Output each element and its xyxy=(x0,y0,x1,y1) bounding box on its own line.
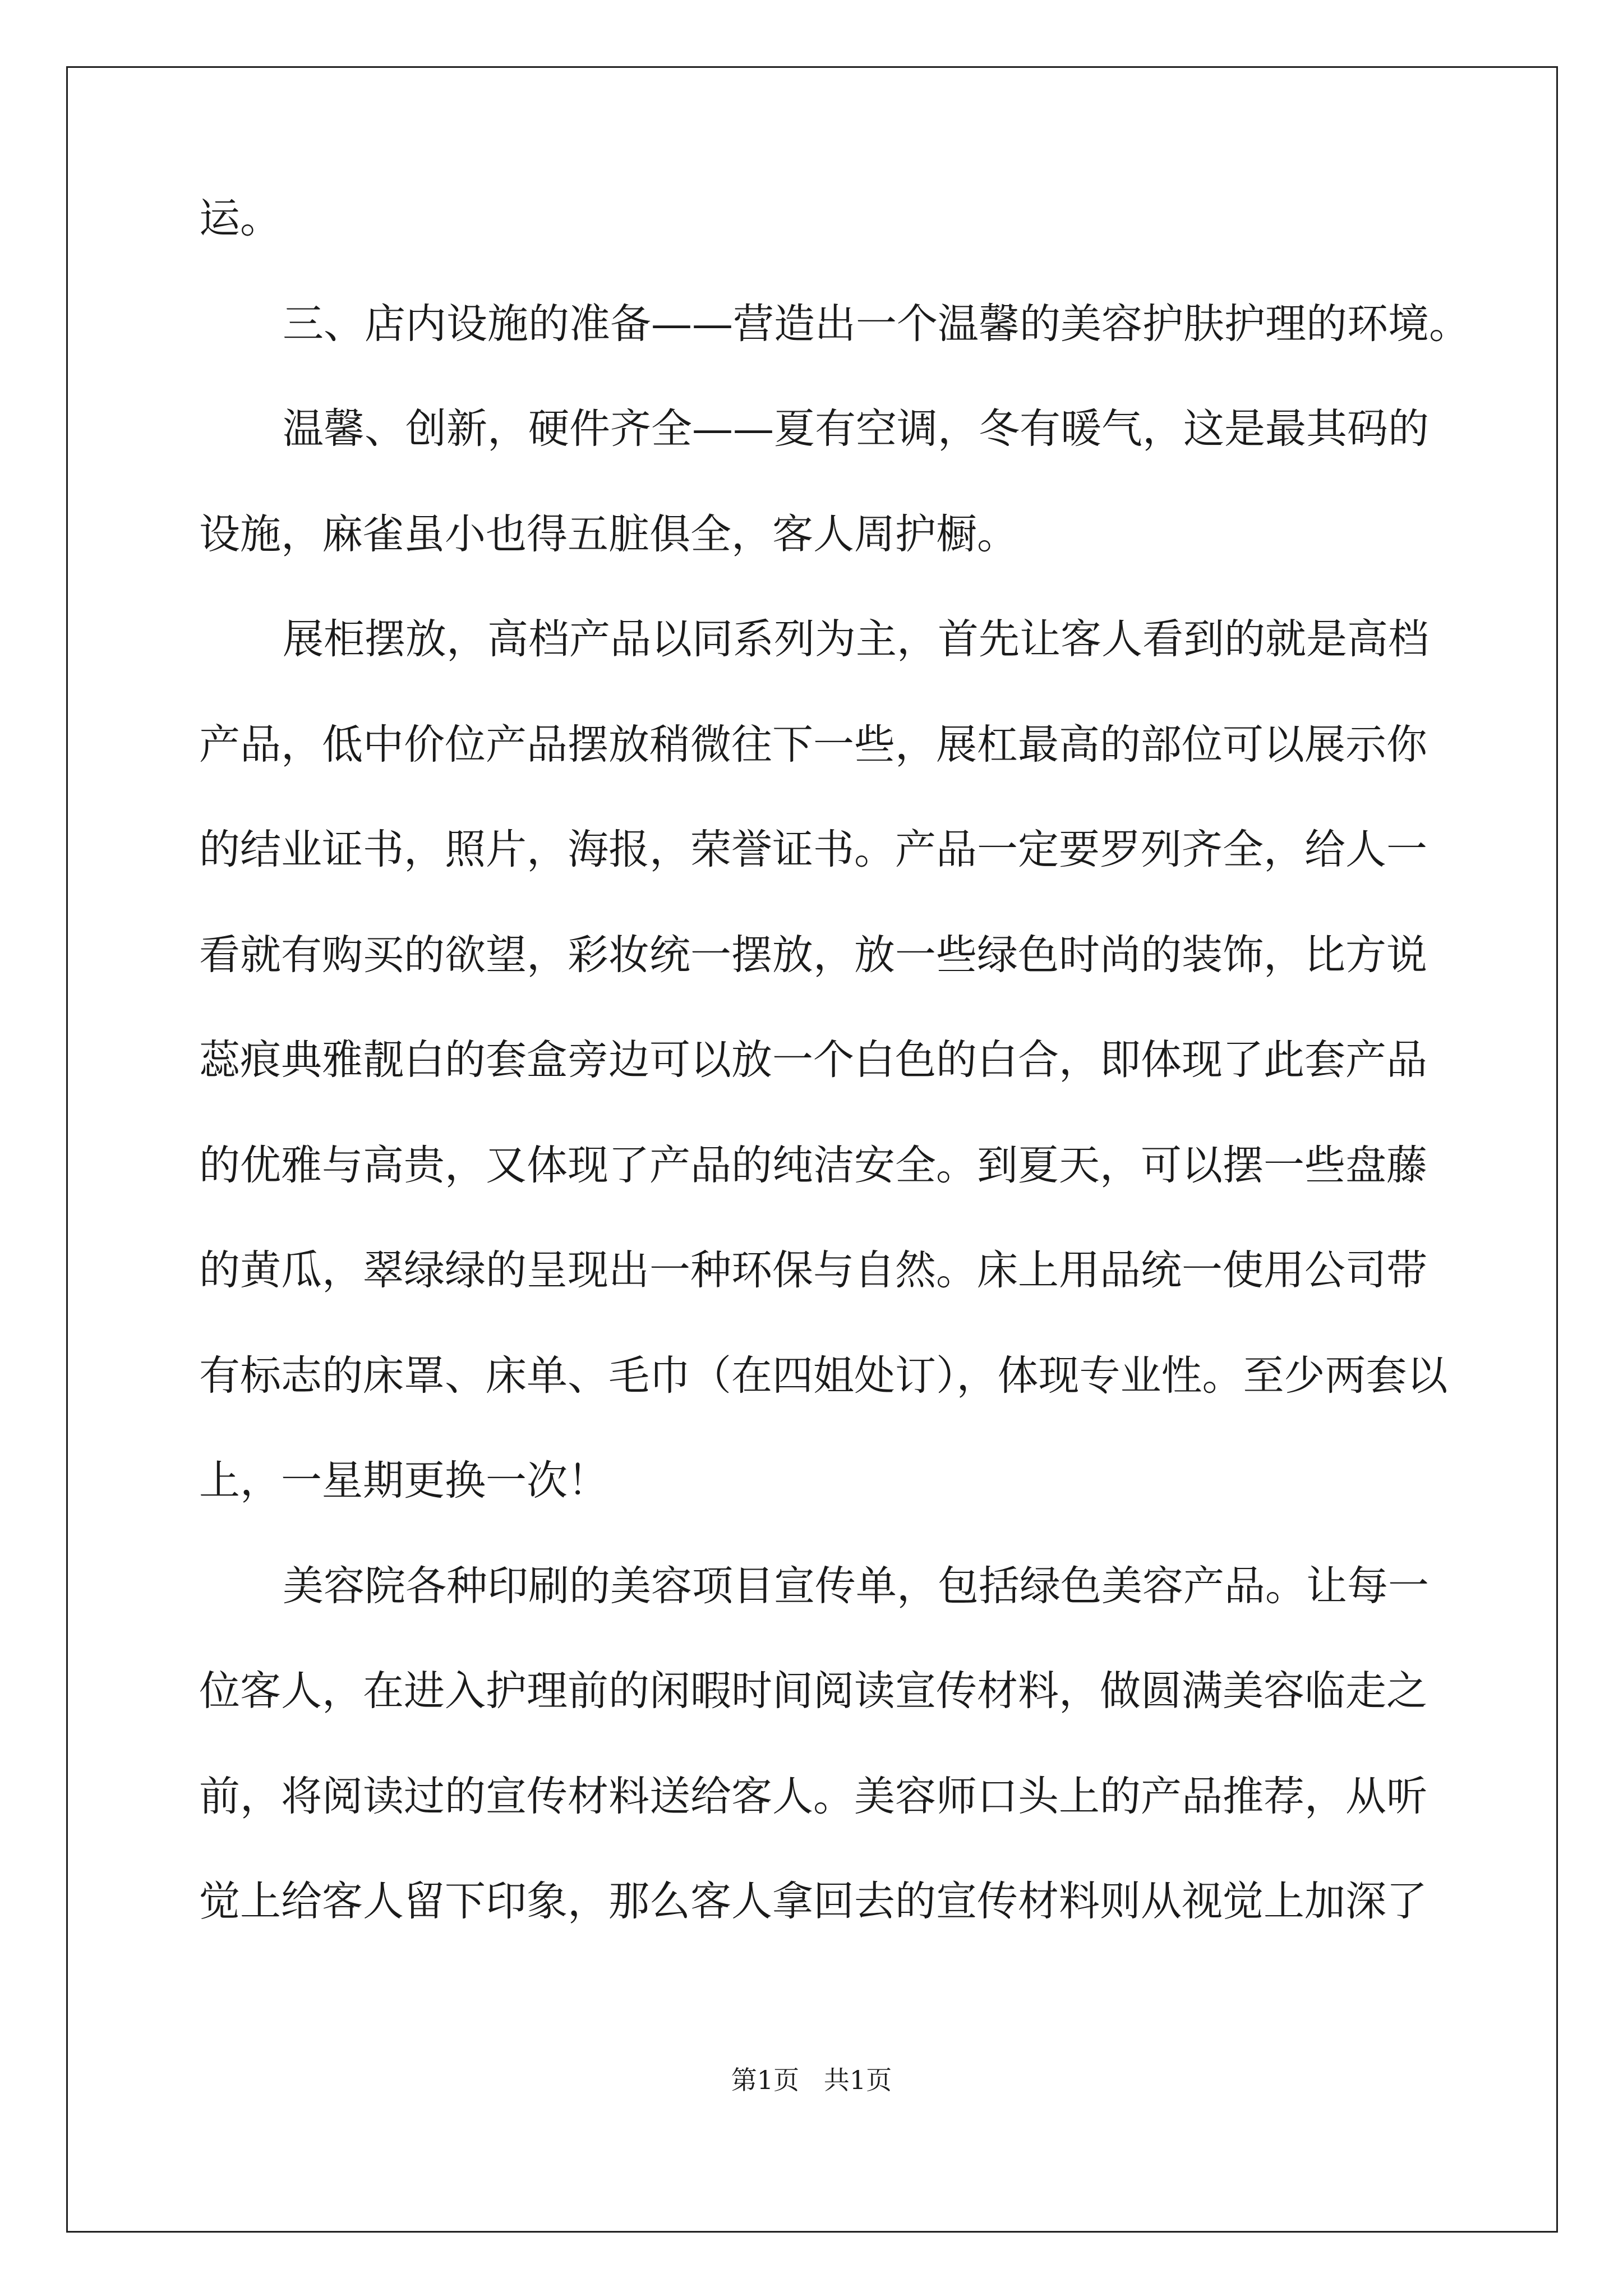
text-line: 的结业证书，照片，海报，荣誉证书。产品一定要罗列齐全，给人一 xyxy=(199,826,1427,873)
text-line: 看就有购买的欲望，彩妆统一摆放，放一些绿色时尚的装饰，比方说 xyxy=(199,931,1427,979)
text-line: 上，一星期更换一次！ xyxy=(199,1457,608,1504)
text-line: 的优雅与高贵，又体现了产品的纯洁安全。到夏天，可以摆一些盘藤 xyxy=(199,1142,1427,1189)
text-line: 产品，低中价位产品摆放稍微往下一些，展杠最高的部位可以展示你 xyxy=(199,721,1427,769)
text-line: 位客人，在进入护理前的闲暇时间阅读宣传材料，做圆满美容临走之 xyxy=(199,1667,1427,1715)
text-line: 三、店内设施的准备——营造出一个温馨的美容护肤护理的环境。 xyxy=(283,300,1470,348)
text-line: 前，将阅读过的宣传材料送给客人。美容师口头上的产品推荐，从听 xyxy=(199,1773,1427,1820)
text-line: 美容院各种印刷的美容项目宣传单，包括绿色美容产品。让每一 xyxy=(283,1562,1429,1610)
text-line: 温馨、创新，硬件齐全——夏有空调，冬有暖气，这是最其码的 xyxy=(283,405,1429,453)
text-line: 展柜摆放，高档产品以同系列为主，首先让客人看到的就是高档 xyxy=(283,615,1429,663)
text-line: 设施，麻雀虽小也得五脏俱全，客人周护橱。 xyxy=(199,510,1018,558)
page-number-footer: 第1页 共1页 xyxy=(731,2065,892,2095)
text-line: 的黄瓜，翠绿绿的呈现出一种环保与自然。床上用品统一使用公司带 xyxy=(199,1246,1427,1294)
text-line: 运。 xyxy=(199,195,281,242)
text-line: 蕊痕典雅靓白的套盒旁边可以放一个白色的白合，即体现了此套产品 xyxy=(199,1036,1427,1084)
text-line: 有标志的床罩、床单、毛巾（在四姐处订），体现专业性。至少两套以 xyxy=(199,1352,1448,1400)
text-line: 觉上给客人留下印象，那么客人拿回去的宣传材料则从视觉上加深了 xyxy=(199,1878,1427,1925)
